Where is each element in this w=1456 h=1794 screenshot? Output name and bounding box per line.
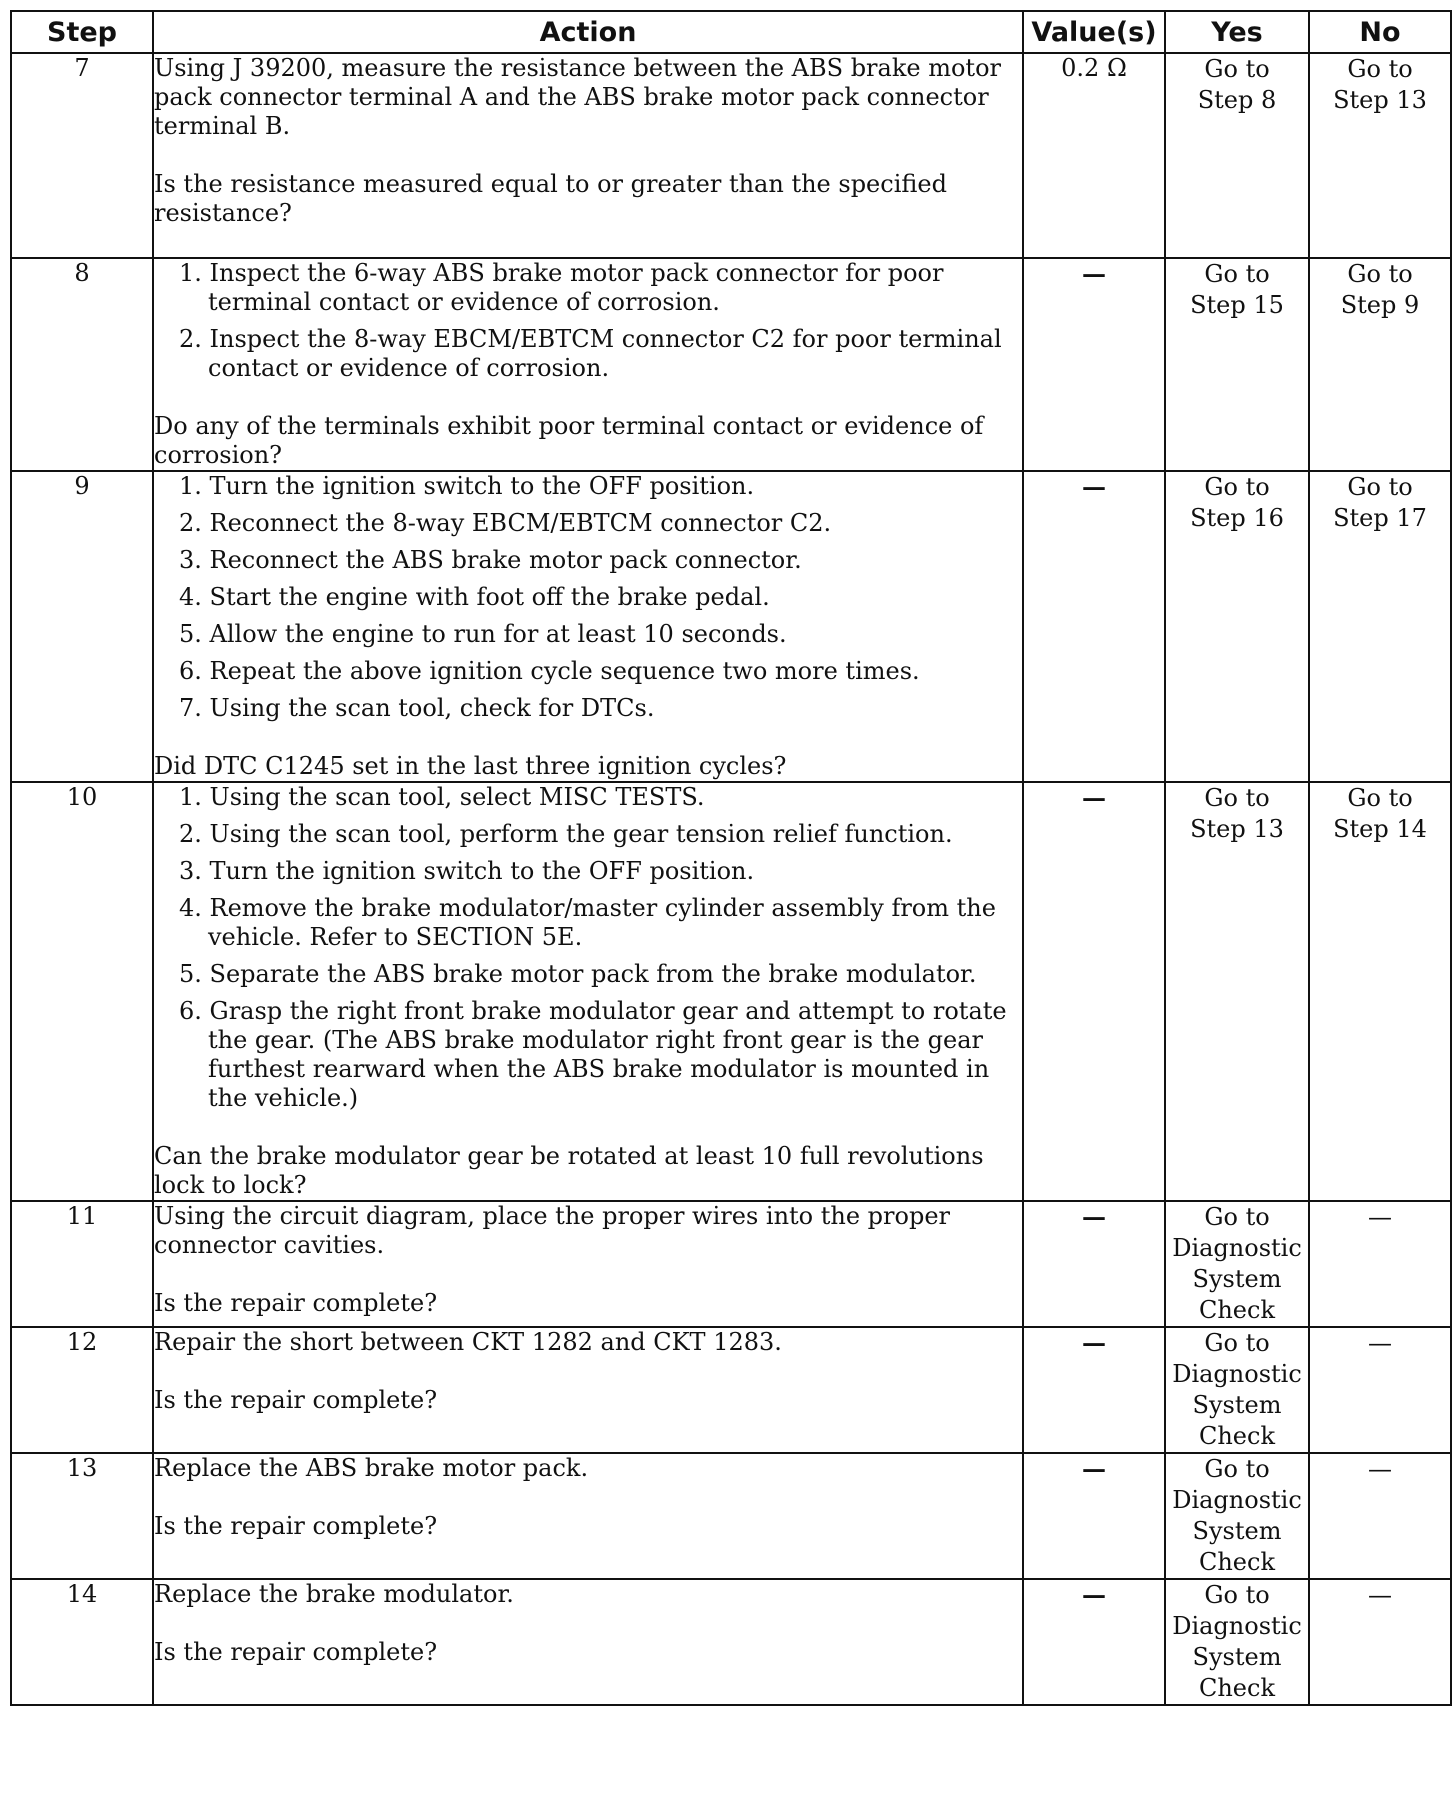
no-cell xyxy=(1309,782,1451,1201)
no-line: — xyxy=(1368,1455,1392,1483)
step-number: 13 xyxy=(11,1453,153,1579)
yes-cell xyxy=(1165,1453,1309,1579)
action-step-item: 2. Using the scan tool, perform the gear tension relief function. xyxy=(179,820,953,848)
value-cell: 0.2 Ω xyxy=(1023,53,1165,258)
no-line: Go to xyxy=(1347,260,1413,288)
no-line: Go to xyxy=(1347,473,1413,501)
action-steps-list xyxy=(154,783,1022,1113)
table-row xyxy=(11,782,1451,1201)
table-row xyxy=(11,258,1451,471)
action-question: Can the brake modulator gear be rotated at least 10 full revolutions lock to lock? xyxy=(154,1142,984,1199)
step-number: 11 xyxy=(11,1201,153,1327)
no-cell xyxy=(1309,1201,1451,1327)
step-number: 12 xyxy=(11,1327,153,1453)
action-step-item: 1. Turn the ignition switch to the OFF position. xyxy=(179,472,755,500)
value-cell: — xyxy=(1023,1453,1165,1579)
action-step-item: 4. Remove the brake modulator/master cylinder assembly from the vehicle. Refer to SECTION 5E. xyxy=(179,894,996,951)
action-step-item: 6. Repeat the above ignition cycle sequence two more times. xyxy=(179,657,920,685)
action-cell xyxy=(153,258,1023,471)
table-body xyxy=(11,53,1451,1705)
yes-line: Go to xyxy=(1204,1203,1270,1231)
no-cell xyxy=(1309,258,1451,471)
value-cell: — xyxy=(1023,258,1165,471)
value-cell: — xyxy=(1023,782,1165,1201)
yes-line: Go to xyxy=(1204,473,1270,501)
header-yes: Yes xyxy=(1165,11,1309,53)
yes-cell xyxy=(1165,471,1309,782)
yes-line: Diagnostic xyxy=(1172,1486,1302,1514)
action-text: Repair the short between CKT 1282 and CKT 1283. xyxy=(154,1328,782,1356)
yes-line: System xyxy=(1192,1643,1282,1671)
action-text: Replace the ABS brake motor pack. xyxy=(154,1454,589,1482)
no-line: Go to xyxy=(1347,55,1413,83)
no-line: Step 9 xyxy=(1340,291,1420,319)
no-cell xyxy=(1309,53,1451,258)
no-line: Step 17 xyxy=(1333,504,1427,532)
action-step-item: 4. Start the engine with foot off the brake pedal. xyxy=(179,583,770,611)
yes-line: System xyxy=(1192,1391,1282,1419)
action-steps-list xyxy=(154,472,1022,723)
action-text: Using J 39200, measure the resistance between the ABS brake motor pack connector terminal A and the ABS brake motor pack connector terminal B. xyxy=(154,54,1001,140)
no-line: — xyxy=(1368,1203,1392,1231)
step-number: 9 xyxy=(11,471,153,782)
header-no: No xyxy=(1309,11,1451,53)
yes-line: Go to xyxy=(1204,55,1270,83)
yes-line: Diagnostic xyxy=(1172,1612,1302,1640)
yes-line: Go to xyxy=(1204,260,1270,288)
step-number: 10 xyxy=(11,782,153,1201)
action-step-item: 5. Separate the ABS brake motor pack from the brake modulator. xyxy=(179,960,977,988)
yes-line: Check xyxy=(1198,1422,1275,1450)
no-line: Step 13 xyxy=(1333,86,1427,114)
header-row xyxy=(11,11,1451,53)
header-values: Value(s) xyxy=(1023,11,1165,53)
no-cell xyxy=(1309,1579,1451,1705)
diagnostic-table xyxy=(10,10,1452,1706)
yes-line: System xyxy=(1192,1265,1282,1293)
yes-line: Step 15 xyxy=(1190,291,1284,319)
action-steps-list xyxy=(154,259,1022,383)
step-number: 8 xyxy=(11,258,153,471)
yes-cell xyxy=(1165,258,1309,471)
yes-line: Check xyxy=(1198,1548,1275,1576)
yes-line: Check xyxy=(1198,1296,1275,1324)
action-step-item: 2. Inspect the 8-way EBCM/EBTCM connector C2 for poor terminal contact or evidence of corrosion. xyxy=(179,325,1002,382)
no-cell xyxy=(1309,1453,1451,1579)
no-line: Step 14 xyxy=(1333,815,1427,843)
no-cell xyxy=(1309,471,1451,782)
action-question: Is the resistance measured equal to or greater than the specified resistance? xyxy=(154,170,947,227)
action-step-item: 6. Grasp the right front brake modulator gear and attempt to rotate the gear. (The ABS brake modulator right front gear is the gear furthest rearward when the ABS brake modulator is mounted in the vehicle.) xyxy=(179,997,1007,1112)
header-action: Action xyxy=(153,11,1023,53)
yes-cell xyxy=(1165,782,1309,1201)
action-question: Is the repair complete? xyxy=(154,1289,438,1317)
yes-cell xyxy=(1165,1327,1309,1453)
no-line: Go to xyxy=(1347,784,1413,812)
action-cell xyxy=(153,53,1023,258)
action-question: Is the repair complete? xyxy=(154,1386,438,1414)
yes-line: Diagnostic xyxy=(1172,1360,1302,1388)
action-step-item: 3. Turn the ignition switch to the OFF position. xyxy=(179,857,755,885)
yes-cell xyxy=(1165,1201,1309,1327)
table-row xyxy=(11,471,1451,782)
yes-line: Go to xyxy=(1204,1581,1270,1609)
action-question: Is the repair complete? xyxy=(154,1512,438,1540)
yes-cell xyxy=(1165,1579,1309,1705)
value-cell: — xyxy=(1023,1327,1165,1453)
no-cell xyxy=(1309,1327,1451,1453)
yes-line: Step 8 xyxy=(1197,86,1277,114)
action-question: Did DTC C1245 set in the last three ignition cycles? xyxy=(154,752,787,780)
yes-line: Go to xyxy=(1204,1455,1270,1483)
action-step-item: 5. Allow the engine to run for at least 10 seconds. xyxy=(179,620,787,648)
step-number: 7 xyxy=(11,53,153,258)
action-step-item: 7. Using the scan tool, check for DTCs. xyxy=(179,694,655,722)
action-cell xyxy=(153,471,1023,782)
action-step-item: 3. Reconnect the ABS brake motor pack connector. xyxy=(179,546,802,574)
action-cell xyxy=(153,1327,1023,1453)
yes-line: Step 16 xyxy=(1190,504,1284,532)
table-row xyxy=(11,53,1451,258)
no-line: — xyxy=(1368,1581,1392,1609)
yes-line: Step 13 xyxy=(1190,815,1284,843)
action-cell xyxy=(153,782,1023,1201)
action-text: Using the circuit diagram, place the proper wires into the proper connector cavities. xyxy=(154,1202,951,1259)
yes-line: Diagnostic xyxy=(1172,1234,1302,1262)
action-text: Replace the brake modulator. xyxy=(154,1580,514,1608)
diagnostic-sheet xyxy=(10,10,1450,1788)
yes-line: System xyxy=(1192,1517,1282,1545)
table-row xyxy=(11,1201,1451,1327)
table-row xyxy=(11,1579,1451,1705)
action-question: Do any of the terminals exhibit poor terminal contact or evidence of corrosion? xyxy=(154,412,984,469)
step-number: 14 xyxy=(11,1579,153,1705)
action-cell xyxy=(153,1201,1023,1327)
yes-line: Check xyxy=(1198,1674,1275,1702)
value-cell: — xyxy=(1023,1201,1165,1327)
action-step-item: 1. Using the scan tool, select MISC TESTS. xyxy=(179,783,705,811)
action-cell xyxy=(153,1579,1023,1705)
table-row xyxy=(11,1453,1451,1579)
header-step: Step xyxy=(11,11,153,53)
action-step-item: 1. Inspect the 6-way ABS brake motor pack connector for poor terminal contact or evidence of corrosion. xyxy=(179,259,944,316)
yes-line: Go to xyxy=(1204,1329,1270,1357)
action-step-item: 2. Reconnect the 8-way EBCM/EBTCM connector C2. xyxy=(179,509,832,537)
action-question: Is the repair complete? xyxy=(154,1638,438,1666)
no-line: — xyxy=(1368,1329,1392,1357)
value-cell: — xyxy=(1023,471,1165,782)
table-row xyxy=(11,1327,1451,1453)
action-cell xyxy=(153,1453,1023,1579)
yes-cell xyxy=(1165,53,1309,258)
value-cell: — xyxy=(1023,1579,1165,1705)
yes-line: Go to xyxy=(1204,784,1270,812)
